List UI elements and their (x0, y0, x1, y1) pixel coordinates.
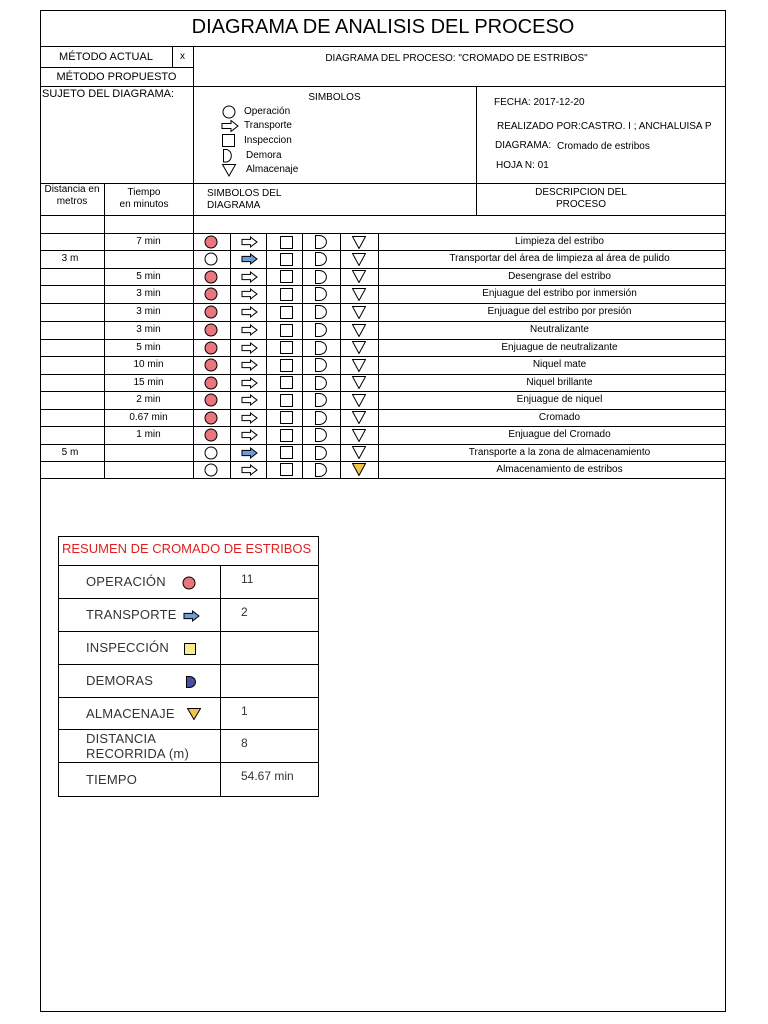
triangle-down-icon (352, 288, 366, 301)
d-shape-icon (315, 341, 327, 355)
row-time: 3 min (136, 288, 161, 299)
row-description: Enjuague del Cromado (508, 429, 611, 440)
row-time: 0.67 min (129, 411, 168, 423)
row-description: Cromado (538, 411, 581, 423)
metodo-actual-mark: x (180, 51, 185, 62)
circle-icon (204, 428, 218, 442)
col-tiempo-header: Tiempo en minutos (119, 187, 169, 210)
d-shape-icon (315, 463, 327, 477)
arrow-right-icon (241, 342, 258, 354)
col-descripcion-header: DESCRIPCION DEL PROCESO (535, 187, 627, 210)
row-time: 3 min (136, 324, 161, 335)
triangle-down-icon (352, 376, 366, 389)
triangle-down-icon (352, 394, 366, 407)
square-icon (280, 288, 293, 301)
d-shape-icon (315, 235, 327, 249)
arrow-right-icon (241, 464, 258, 476)
d-shape-icon (315, 376, 327, 390)
summary-value: 1 (241, 704, 248, 718)
row-description: Niquel mate (532, 359, 587, 370)
circle-icon (204, 252, 218, 266)
circle-icon (204, 393, 218, 407)
arrow-right-icon (241, 288, 258, 300)
square-icon (280, 270, 293, 283)
summary-label: TRANSPORTE (86, 607, 177, 622)
legend-almacenaje: Almacenaje (246, 164, 299, 175)
row-time: 2 min (136, 394, 161, 405)
row-time: 10 min (133, 359, 164, 370)
arrow-right-icon (183, 610, 200, 622)
triangle-down-icon (352, 446, 366, 459)
arrow-right-icon (241, 429, 258, 441)
triangle-down-icon (352, 429, 366, 442)
circle-icon (204, 446, 218, 460)
d-shape-icon (223, 149, 235, 163)
d-shape-icon (315, 446, 327, 460)
arrow-right-icon (241, 306, 258, 318)
row-description: Transportar del área de limpieza al área de pulido (449, 253, 670, 264)
row-time: 1 min (136, 429, 161, 440)
row-description: Neutralizante (530, 324, 589, 335)
circle-icon (204, 235, 218, 249)
circle-icon (222, 105, 236, 119)
circle-icon (204, 463, 218, 477)
legend-inspeccion: Inspeccion (244, 135, 292, 146)
arrow-right-icon (241, 359, 258, 371)
triangle-down-icon (352, 236, 366, 249)
diagrama-proceso-label: DIAGRAMA DEL PROCESO: "CROMADO DE ESTRIBOS" (325, 53, 588, 64)
col-distancia-header: Distancia en metros (44, 184, 100, 207)
page-frame (40, 10, 726, 1012)
circle-icon (204, 376, 218, 390)
legend-transporte: Transporte (244, 120, 292, 131)
metodo-actual-label: MÉTODO ACTUAL (59, 51, 153, 63)
sujeto-label: SUJETO DEL DIAGRAMA: (42, 88, 175, 100)
realizado-text: REALIZADO POR:CASTRO. I ; ANCHALUISA P (497, 121, 712, 132)
circle-icon (204, 323, 218, 337)
arrow-right-icon (241, 253, 258, 265)
summary-label: TIEMPO (86, 772, 138, 787)
triangle-down-icon (352, 463, 366, 476)
fecha-text: FECHA: 2017-12-20 (494, 97, 585, 108)
triangle-down-icon (352, 306, 366, 319)
triangle-down-icon (352, 341, 366, 354)
row-description: Enjuague del estribo por presión (487, 306, 632, 317)
row-time: 5 min (136, 341, 161, 353)
square-icon (280, 324, 293, 337)
col-simbolos-header: SIMBOLOS DEL DIAGRAMA (207, 188, 282, 211)
metodo-propuesto-label: MÉTODO PROPUESTO (56, 71, 177, 83)
square-icon (280, 376, 293, 389)
circle-icon (204, 411, 218, 425)
summary-label: DEMORAS (86, 673, 154, 688)
row-time: 15 min (133, 376, 164, 388)
square-icon (280, 253, 293, 266)
diagrama-value: Cromado de estribos (557, 141, 650, 152)
row-description: Desengrase del estribo (508, 270, 611, 282)
square-icon (280, 236, 293, 249)
summary-label: INSPECCIÓN (86, 640, 169, 655)
simbolos-title: SIMBOLOS (308, 92, 361, 103)
summary-value: 54.67 min (241, 769, 294, 783)
summary-label: DISTANCIA RECORRIDA (m) (86, 730, 189, 761)
hoja-text: HOJA N: 01 (496, 160, 549, 171)
arrow-right-icon (241, 377, 258, 389)
row-description: Almacenamiento de estribos (496, 463, 623, 475)
row-description: Niquel brillante (526, 376, 593, 388)
square-icon (280, 411, 293, 424)
d-shape-icon (186, 676, 196, 688)
summary-label: ALMACENAJE (86, 705, 175, 721)
arrow-right-icon (241, 412, 258, 424)
summary-value: 2 (241, 605, 248, 619)
triangle-down-icon (352, 324, 366, 337)
triangle-down-icon (352, 411, 366, 424)
arrow-right-icon (241, 324, 258, 336)
summary-value: 11 (241, 572, 254, 586)
d-shape-icon (315, 323, 327, 337)
summary-title: RESUMEN DE CROMADO DE ESTRIBOS (62, 541, 312, 556)
row-description: Enjuague de niquel (516, 394, 603, 405)
row-description: Limpieza del estribo (515, 236, 604, 247)
triangle-down-icon (352, 253, 366, 266)
square-icon (280, 463, 293, 476)
triangle-down-icon (187, 708, 201, 720)
d-shape-icon (315, 428, 327, 442)
row-description: Transporte a la zona de almacenamiento (468, 446, 651, 458)
row-time: 5 min (136, 270, 161, 282)
square-icon (280, 359, 293, 372)
row-description: Enjuague de neutralizante (501, 341, 618, 353)
row-distance: 3 m (61, 253, 79, 264)
square-icon (280, 394, 293, 407)
d-shape-icon (315, 287, 327, 301)
square-icon (280, 306, 293, 319)
legend-demora: Demora (246, 150, 282, 161)
square-icon (184, 643, 196, 655)
summary-label: OPERACIÓN (86, 574, 166, 589)
square-icon (222, 134, 236, 148)
legend-operacion: Operación (244, 106, 291, 117)
triangle-down-icon (352, 359, 366, 372)
d-shape-icon (315, 252, 327, 266)
page-title: DIAGRAMA DE ANALISIS DEL PROCESO (191, 16, 575, 38)
arrow-right-icon (241, 236, 258, 248)
triangle-down-icon (222, 164, 236, 177)
arrow-right-icon (241, 447, 258, 459)
circle-icon (204, 358, 218, 372)
d-shape-icon (315, 411, 327, 425)
arrow-right-icon (221, 120, 239, 132)
square-icon (280, 429, 293, 442)
triangle-down-icon (352, 270, 366, 283)
d-shape-icon (315, 270, 327, 284)
arrow-right-icon (241, 394, 258, 406)
circle-icon (204, 341, 218, 355)
d-shape-icon (315, 358, 327, 372)
row-time: 3 min (136, 306, 161, 317)
d-shape-icon (315, 393, 327, 407)
arrow-right-icon (241, 271, 258, 283)
row-description: Enjuague del estribo por inmersión (482, 288, 637, 299)
circle-icon (204, 287, 218, 301)
circle-icon (204, 270, 218, 284)
square-icon (280, 446, 293, 459)
circle-icon (204, 305, 218, 319)
d-shape-icon (315, 305, 327, 319)
circle-icon (182, 576, 196, 590)
row-distance: 5 m (61, 446, 79, 458)
summary-value: 8 (241, 736, 248, 750)
square-icon (280, 341, 293, 354)
diagrama-label: DIAGRAMA: (495, 140, 552, 151)
row-time: 7 min (136, 236, 161, 247)
